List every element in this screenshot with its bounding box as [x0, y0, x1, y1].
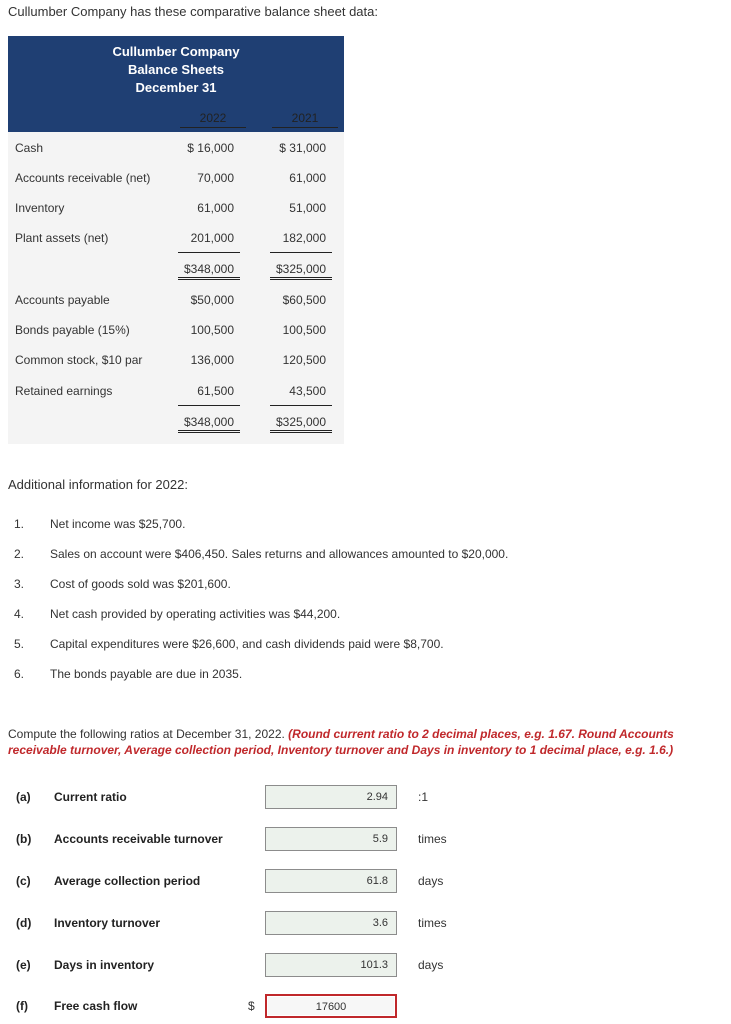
item-number: 5. [14, 637, 25, 651]
row-label-cash: Cash [15, 141, 44, 155]
ratio-letter: (a) [16, 790, 31, 804]
ratio-label-inventory-turnover: Inventory turnover [54, 916, 161, 930]
total-liabilities-equity-2021: $325,000 [270, 415, 332, 433]
company-name: Cullumber Company [112, 44, 240, 59]
inventory-2022: 61,000 [197, 201, 234, 215]
accounts-payable-2022: $50,000 [190, 293, 234, 307]
divider [270, 405, 332, 406]
ratio-unit: times [418, 916, 447, 930]
total-assets-2022: $348,000 [178, 262, 240, 280]
ratio-unit: days [418, 958, 444, 972]
row-label-accounts-receivable: Accounts receivable (net) [15, 171, 151, 185]
ratio-letter: (b) [16, 832, 32, 846]
cash-2021: $ 31,000 [279, 141, 326, 155]
intro-text: Cullumber Company has these comparative balance sheet data: [8, 4, 378, 19]
item-text: Cost of goods sold was $201,600. [50, 577, 231, 591]
total-liabilities-equity-2022: $348,000 [178, 415, 240, 433]
row-label-accounts-payable: Accounts payable [15, 293, 110, 307]
inventory-2021: 51,000 [289, 201, 326, 215]
instructions [8, 726, 723, 758]
ratio-letter: (f) [16, 999, 28, 1013]
divider [178, 405, 240, 406]
current-ratio-input[interactable]: 2.94 [265, 785, 397, 809]
item-number: 6. [14, 667, 25, 681]
item-text: The bonds payable are due in 2035. [50, 667, 243, 681]
days-in-inventory-input[interactable]: 101.3 [265, 953, 397, 977]
item-text: Capital expenditures were $26,600, and cash dividends paid were $8,700. [50, 637, 444, 651]
divider [270, 252, 332, 253]
plant-assets-2022: 201,000 [190, 231, 234, 245]
item-number: 4. [14, 607, 25, 621]
ratio-label-avg-collection-period: Average collection period [54, 874, 201, 888]
row-label-common-stock: Common stock, $10 par [15, 353, 143, 367]
ar-turnover-input[interactable]: 5.9 [265, 827, 397, 851]
row-label-plant-assets: Plant assets (net) [15, 231, 109, 245]
additional-info-heading: Additional information for 2022: [8, 477, 188, 492]
ratio-label-free-cash-flow: Free cash flow [54, 999, 138, 1013]
divider [178, 252, 240, 253]
ratio-label-days-in-inventory: Days in inventory [54, 958, 155, 972]
item-number: 2. [14, 547, 25, 561]
total-assets-2021: $325,000 [270, 262, 332, 280]
avg-collection-period-input[interactable]: 61.8 [265, 869, 397, 893]
common-stock-2022: 136,000 [190, 353, 234, 367]
accounts-receivable-2022: 70,000 [197, 171, 234, 185]
plant-assets-2021: 182,000 [282, 231, 326, 245]
ratio-letter: (d) [16, 916, 32, 930]
item-text: Net income was $25,700. [50, 517, 186, 531]
item-text: Sales on account were $406,450. Sales returns and allowances amounted to $20,000. [50, 547, 509, 561]
inventory-turnover-input[interactable]: 3.6 [265, 911, 397, 935]
bonds-payable-2021: 100,500 [282, 323, 326, 337]
ratio-unit: times [418, 832, 447, 846]
retained-earnings-2021: 43,500 [289, 384, 326, 398]
item-number: 3. [14, 577, 25, 591]
sheet-date: December 31 [135, 80, 217, 95]
row-label-retained-earnings: Retained earnings [15, 384, 113, 398]
free-cash-flow-input[interactable]: 17600 [265, 994, 397, 1018]
item-text: Net cash provided by operating activities was $44,200. [50, 607, 341, 621]
accounts-payable-2021: $60,500 [282, 293, 326, 307]
rounding-instructions: (Round current ratio to 2 decimal places, e.g. 1.67. Round Accounts receivable turnover, Average collection period, Inventory turnover and Days in inventory to 1 decimal place, e.g. 1.6.) [8, 727, 674, 757]
ratio-label-current-ratio: Current ratio [54, 790, 127, 804]
item-number: 1. [14, 517, 25, 531]
accounts-receivable-2021: 61,000 [289, 171, 326, 185]
ratio-letter: (e) [16, 958, 31, 972]
dollar-sign: $ [248, 999, 255, 1013]
ratio-letter: (c) [16, 874, 31, 888]
retained-earnings-2022: 61,500 [197, 384, 234, 398]
ratio-unit: :1 [418, 790, 429, 804]
ratio-unit: days [418, 874, 444, 888]
column-header-2021: 2021 [272, 111, 338, 128]
cash-2022: $ 16,000 [187, 141, 234, 155]
common-stock-2021: 120,500 [282, 353, 326, 367]
bonds-payable-2022: 100,500 [190, 323, 234, 337]
row-label-inventory: Inventory [15, 201, 65, 215]
row-label-bonds-payable: Bonds payable (15%) [15, 323, 130, 337]
column-header-2022: 2022 [180, 111, 246, 128]
instructions-text: Compute the following ratios at December 31, 2022. [8, 727, 289, 741]
ratio-label-ar-turnover: Accounts receivable turnover [54, 832, 223, 846]
sheet-title: Balance Sheets [127, 62, 225, 77]
